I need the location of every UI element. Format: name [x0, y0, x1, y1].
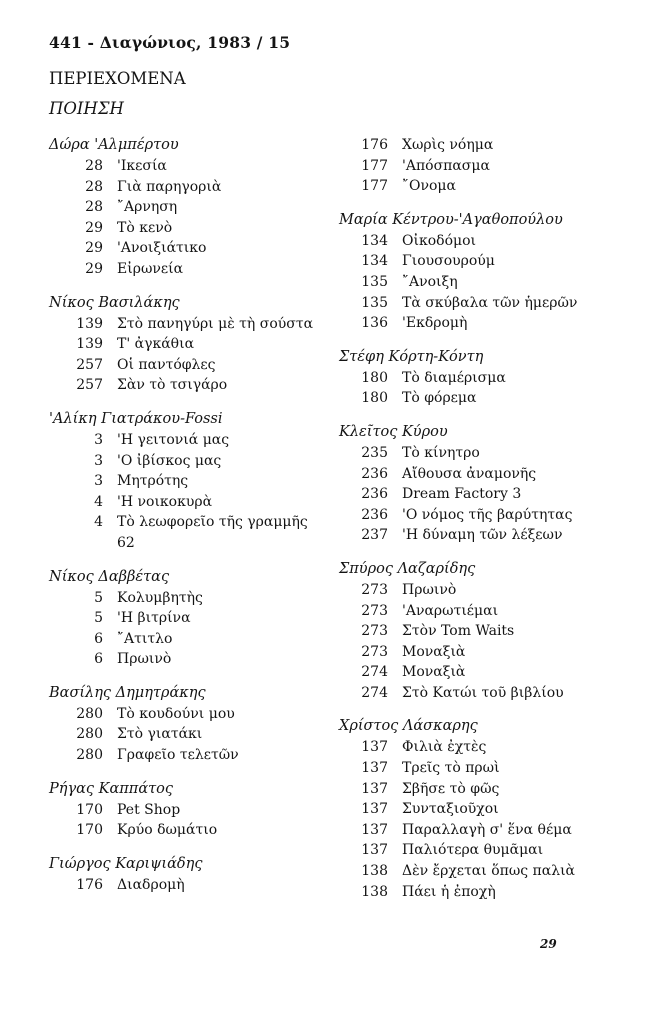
running-header: 441 - Διαγώνιος, 1983 / 15 [49, 33, 291, 52]
entry-title: Χωρὶς νόημα [402, 137, 494, 153]
entry-page-number: 170 [76, 822, 103, 839]
toc-column-right [339, 135, 629, 915]
entry-title: Τὸ φόρεμα [402, 390, 477, 407]
author-name: Δώρα 'Αλμπέρτου [49, 137, 179, 153]
toc-entry [339, 662, 629, 683]
author-name: Σπύρος Λαζαρίδης [339, 560, 476, 577]
author-section [49, 779, 339, 841]
entry-page-number: 137 [361, 760, 388, 777]
entry-page-number: 28 [85, 178, 103, 195]
entry-page-number: 3 [94, 431, 103, 448]
author-section [49, 409, 339, 554]
entry-title: Τὸ διαμέρισμα [402, 369, 506, 386]
toc-entry [339, 601, 629, 622]
toc-entry [49, 471, 339, 492]
author-name: Στέφη Κόρτη-Κόντη [339, 348, 484, 365]
entry-title: Μοναξιὰ [402, 643, 466, 660]
entry-page-number: 138 [361, 863, 388, 880]
author-section [49, 567, 339, 670]
entry-page-number: 139 [76, 315, 103, 332]
toc-entry [339, 861, 629, 882]
entry-page-number: 273 [361, 643, 388, 660]
entry-page-number: 139 [76, 336, 103, 353]
entry-title: 'Η γειτονιά μας [117, 431, 230, 448]
author-section [339, 559, 629, 704]
entry-page-number: 180 [361, 369, 388, 386]
toc-entry [49, 375, 339, 396]
toc-entry [49, 724, 339, 745]
entry-title: 'Η νοικοκυρὰ [117, 493, 213, 510]
entry-page-number: 177 [361, 157, 388, 174]
entry-title: 'Η δύναμη τῶν λέξεων [402, 527, 563, 544]
toc-entry [339, 368, 629, 389]
author-name: Νίκος Βασιλάκης [49, 294, 180, 311]
entry-page-number: 236 [361, 506, 388, 523]
toc-entry [49, 451, 339, 472]
entry-title: Φιλιὰ ἐχτὲς [402, 739, 487, 756]
entry-page-number: 176 [76, 876, 103, 893]
entry-page-number: 5 [94, 610, 103, 627]
toc-entry [49, 492, 339, 513]
toc-entry [49, 800, 339, 821]
entry-title: Pet Shop [117, 801, 181, 818]
entry-title: Αἴθουσα ἀναμονῆς [402, 465, 537, 482]
entry-page-number: 29 [85, 240, 103, 257]
author-name: Γιώργος Καριψιάδης [49, 855, 203, 872]
entry-page-number: 28 [85, 158, 103, 174]
toc-entry [49, 512, 339, 533]
entry-title: Μητρότης [117, 473, 189, 490]
entry-title: Τὸ κενὸ [117, 219, 173, 236]
author-section [339, 347, 629, 409]
author-section [49, 135, 339, 280]
author-section [49, 683, 339, 766]
author-name: 'Αλίκη Γιατράκου-Fossi [49, 410, 223, 427]
entry-title: Παραλλαγὴ σ' ἕνα θέμα [402, 821, 572, 838]
entry-title: Στὸ πανηγύρι μὲ τὴ σούστα [117, 315, 314, 332]
entry-title: Πρωινὸ [402, 581, 457, 598]
toc-entry [49, 197, 339, 218]
entry-title: Οἰκοδόμοι [402, 232, 477, 249]
toc-entry [339, 882, 629, 903]
entry-title: Γιὰ παρηγοριὰ [117, 178, 222, 195]
toc-entry [339, 525, 629, 546]
toc-entry [339, 683, 629, 704]
toc-entry [339, 156, 629, 177]
toc-entry [339, 737, 629, 758]
author-name: Ρήγας Καππάτος [49, 780, 173, 797]
entry-page-number: 28 [85, 199, 103, 216]
entry-title: Συνταξιοῦχοι [402, 801, 499, 818]
entry-page-number: 137 [361, 739, 388, 756]
entry-title: 'Ανοιξιάτικο [117, 240, 207, 257]
toc-entry [339, 840, 629, 861]
entry-page-number: 257 [76, 356, 103, 373]
toc-entry [339, 621, 629, 642]
entry-title: Τὸ κουδούνι μου [117, 705, 235, 722]
entry-page-number: 3 [94, 452, 103, 469]
entry-page-number: 280 [76, 747, 103, 764]
toc-entry [49, 355, 339, 376]
toc-entry [339, 272, 629, 293]
toc-entry [49, 156, 339, 177]
entry-page-number: 135 [361, 294, 388, 311]
entry-page-number: 5 [94, 589, 103, 606]
author-section [339, 422, 629, 546]
entry-page-number: 138 [361, 883, 388, 900]
entry-title: 'Η βιτρίνα [117, 610, 191, 627]
entry-title: Τὰ σκύβαλα τῶν ἡμερῶν [402, 294, 578, 311]
entry-title: Dream Factory 3 [402, 486, 522, 503]
entry-title: Κολυμβητὴς [117, 589, 203, 606]
toc-entry [49, 745, 339, 766]
entry-page-number: 180 [361, 390, 388, 407]
entry-page-number: 136 [361, 315, 388, 332]
entry-page-number: 135 [361, 273, 388, 290]
toc-entry [339, 443, 629, 464]
entry-page-number: 273 [361, 602, 388, 619]
entry-page-number: 280 [76, 705, 103, 722]
author-section [339, 135, 629, 197]
toc-entry [49, 608, 339, 629]
entry-title: 'Ο νόμος τῆς βαρύτητας [402, 506, 573, 523]
toc-entry [339, 388, 629, 409]
entry-title: Πάει ἡ ἐποχὴ [402, 883, 496, 900]
toc-entry [339, 313, 629, 334]
author-section [49, 293, 339, 396]
entry-page-number: 3 [94, 473, 103, 490]
entry-page-number: 236 [361, 486, 388, 503]
entry-title: Μοναξιὰ [402, 664, 466, 681]
author-name: Κλεῖτος Κύρου [339, 423, 448, 440]
entry-title: Στὸ Κατώι τοῦ βιβλίου [402, 684, 564, 701]
entry-page-number: 4 [94, 514, 103, 531]
entry-page-number: 177 [361, 178, 388, 195]
entry-title: Τὸ λεωφορεῖο τῆς γραμμῆς [117, 514, 308, 531]
toc-entry: 62 [117, 534, 135, 551]
toc-entry [339, 779, 629, 800]
entry-title: Στὸν Tom Waits [402, 623, 515, 640]
entry-page-number: 176 [361, 137, 388, 153]
toc-entry [49, 820, 339, 841]
author-name: Νίκος Δαββέτας [49, 568, 170, 585]
toc-entry [339, 231, 629, 252]
entry-page-number: 236 [361, 465, 388, 482]
entry-page-number: 137 [361, 821, 388, 838]
entry-title: Διαδρομὴ [117, 876, 185, 893]
toc-entry [49, 334, 339, 355]
contents-title: ΠΕΡΙΕΧΟΜΕΝΑ [49, 69, 186, 88]
entry-page-number: 29 [85, 219, 103, 236]
author-name: Χρίστος Λάσκαρης [339, 718, 478, 735]
toc-entry [49, 314, 339, 335]
toc-entry [49, 875, 339, 896]
entry-page-number: 280 [76, 726, 103, 743]
toc-entry [49, 259, 339, 280]
entry-title: Στὸ γιατάκι [117, 726, 203, 743]
toc-entry [339, 580, 629, 601]
entry-page-number: 235 [361, 444, 388, 461]
entry-title: ῎Ονομα [402, 178, 456, 195]
toc-entry [339, 176, 629, 197]
section-title: ΠΟΙΗΣΗ [49, 99, 124, 118]
entry-page-number: 6 [94, 630, 103, 647]
author-name: Μαρία Κέντρου-'Αγαθοπούλου [339, 211, 563, 228]
entry-title: Παλιότερα θυμᾶμαι [402, 842, 544, 859]
entry-title: 'Ο ἰβίσκος μας [117, 452, 222, 469]
entry-page-number: 274 [361, 664, 388, 681]
toc-entry [49, 177, 339, 198]
author-section [49, 854, 339, 896]
entry-title: ῎Ανοιξη [402, 273, 458, 290]
entry-page-number: 273 [361, 581, 388, 598]
entry-page-number: 29 [85, 260, 103, 277]
entry-page-number: 257 [76, 377, 103, 394]
toc-entry [339, 293, 629, 314]
author-section [339, 210, 629, 334]
entry-page-number: 137 [361, 842, 388, 859]
entry-page-number: 4 [94, 493, 103, 510]
entry-title: Εἰρωνεία [117, 260, 184, 277]
toc-entry [49, 649, 339, 670]
toc-entry [339, 758, 629, 779]
entry-title: Κρύο δωμάτιο [117, 822, 218, 839]
author-section [339, 716, 629, 902]
toc-entry [49, 588, 339, 609]
entry-title: ῎Ατιτλο [117, 630, 173, 647]
toc-entry [339, 135, 629, 156]
toc-entry [49, 430, 339, 451]
toc-entry [339, 820, 629, 841]
entry-page-number: 134 [361, 232, 388, 249]
entry-title: 'Απόσπασμα [402, 157, 490, 174]
toc-entry [49, 218, 339, 239]
entry-title: 'Αναρωτιέμαι [402, 602, 499, 619]
toc-entry [49, 704, 339, 725]
entry-title: 'Εκδρομὴ [402, 315, 468, 332]
toc-entry [339, 464, 629, 485]
entry-title: Σὰν τὸ τσιγάρο [117, 377, 228, 394]
entry-page-number: 137 [361, 780, 388, 797]
entry-title: Γραφεῖο τελετῶν [117, 747, 239, 764]
entry-title: Τὸ κίνητρο [402, 444, 480, 461]
entry-page-number: 274 [361, 684, 388, 701]
entry-page-number: 6 [94, 651, 103, 668]
entry-title: Δὲν ἔρχεται ὅπως παλιὰ [402, 863, 576, 880]
toc-entry [49, 238, 339, 259]
entry-page-number: 237 [361, 527, 388, 544]
entry-page-number: 137 [361, 801, 388, 818]
entry-title: Πρωινὸ [117, 651, 172, 668]
entry-title: Σβῆσε τὸ φῶς [402, 780, 500, 797]
toc-entry [339, 484, 629, 505]
entry-page-number: 134 [361, 253, 388, 270]
entry-page-number: 273 [361, 623, 388, 640]
entry-title: Γιουσουρούμ [402, 253, 495, 270]
entry-title: ῎Αρνηση [117, 199, 178, 216]
entry-title: 'Ικεσία [117, 158, 167, 174]
entry-title: Τρεῖς τὸ πρωὶ [402, 760, 500, 777]
toc-entry [339, 642, 629, 663]
toc-entry [339, 799, 629, 820]
author-name: Βασίλης Δημητράκης [49, 684, 206, 701]
entry-title: Τ' ἀγκάθια [117, 336, 195, 353]
page-number: 29 [540, 937, 557, 951]
entry-page-number: 170 [76, 801, 103, 818]
toc-entry [339, 251, 629, 272]
entry-title: Οἱ παντόφλες [117, 356, 216, 373]
toc-entry [339, 505, 629, 526]
toc-column-left [49, 135, 339, 908]
toc-entry [49, 629, 339, 650]
